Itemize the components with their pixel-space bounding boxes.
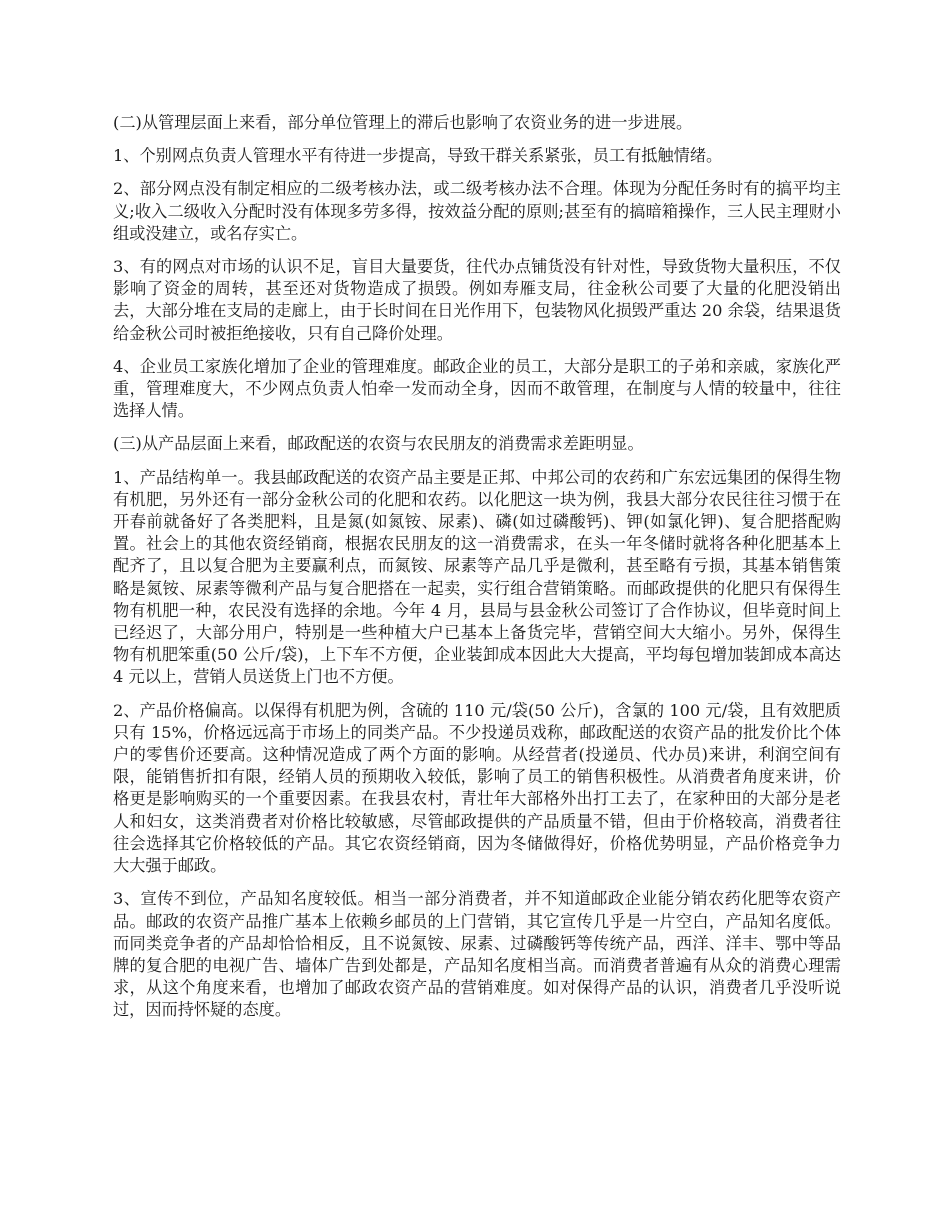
paragraph-product-3: 3、宣传不到位，产品知名度较低。相当一部分消费者，并不知道邮政企业能分销农药化肥等农资产品。邮政的农资产品推广基本上依赖乡邮员的上门营销，其它宣传几乎是一片空白，产品知名度低。而同类竞争者的产品却恰恰相反，且不说氮铵、尿素、过磷酸钙等传统产品，西洋、洋丰、鄂中等品牌的复合肥的电视广告、墙体广告到处都是，产品知名度相当高。而消费者普遍有从众的消费心理需求，从这个角度来看，也增加了邮政农资产品的营销难度。如对保得产品的认识，消费者几乎没听说过，因而持怀疑的态度。 (113, 889, 841, 1020)
paragraph-management-3: 3、有的网点对市场的认识不足，盲目大量要货，往代办点铺货没有针对性，导致货物大量积压，不仅影响了资金的周转，甚至还对货物造成了损毁。例如寿雁支局，往金秋公司要了大量的化肥没销出去，大部分堆在支局的走廊上，由于长时间在日光作用下，包装物风化损毁严重达 20 余袋，结果退货给金秋公司时被拒绝接收，只有自己降价处理。 (113, 257, 841, 343)
paragraph-product-2: 2、产品价格偏高。以保得有机肥为例，含硫的 110 元/袋(50 公斤)，含氯的 100 元/袋，且有效肥质只有 15%，价格远远高于市场上的同类产品。不少投递员戏称，邮政配送的农资产品的批发价比个体户的零售价还要高。这种情况造成了两个方面的影响。从经营者(投递员、代办员)来讲，利润空间有限，能销售折扣有限，经销人员的预期收入较低，影响了员工的销售积极性。从消费者角度来讲，价格更是影响购买的一个重要因素。在我县农村，青壮年大部格外出打工去了，在家种田的大部分是老人和妇女，这类消费者对价格比较敏感，尽管邮政提供的产品质量不错，但由于价格较高，消费者往往会选择其它价格较低的产品。其它农资经销商，因为冬储做得好，价格优势明显，产品价格竞争力大大强于邮政。 (113, 700, 841, 876)
section-heading-management: (二)从管理层面上来看，部分单位管理上的滞后也影响了农资业务的进一步进展。 (113, 113, 693, 132)
section-heading-product: (三)从产品层面上来看，邮政配送的农资与农民朋友的消费需求差距明显。 (113, 434, 644, 454)
paragraph-product-1: 1、产品结构单一。我县邮政配送的农资产品主要是正邦、中邦公司的农药和广东宏远集团的保得生物有机肥，另外还有一部分金秋公司的化肥和农药。以化肥这一块为例，我县大部分农民往往习惯于在开春前就备好了各类肥料，且是氮(如氮铵、尿素)、磷(如过磷酸钙)、钾(如氯化钾)、复合肥搭配购置。社会上的其他农资经销商，根据农民朋友的这一消费需求，在头一年冬储时就将各种化肥基本上配齐了，且以复合肥为主要赢利点，而氮铵、尿素等产品几乎是微利，甚至略有亏损，其基本销售策略是氮铵、尿素等微利产品与复合肥搭在一起卖，实行组合营销策略。而邮政提供的化肥只有保得生物有机肥一种，农民没有选择的余地。今年 4 月，县局与县金秋公司签订了合作协议，但毕竟时间上已经迟了，大部分用户，特别是一些种植大户已基本上备货完毕，营销空间大大缩小。另外，保得生物有机肥笨重(50 公斤/袋)，上下车不方便，企业装卸成本因此大大提高，平均每包增加装卸成本高达 4 元以上，营销人员送货上门也不方便。 (113, 467, 841, 687)
paragraph-management-1: 1、个别网点负责人管理水平有待进一步提高，导致干群关系紧张，员工有抵触情绪。 (113, 146, 723, 166)
paragraph-management-2: 2、部分网点没有制定相应的二级考核办法，或二级考核办法不合理。体现为分配任务时有的搞平均主义;收入二级收入分配时没有体现多劳多得，按效益分配的原则;甚至有的搞暗箱操作，三人民主理财小组或没建立，或名存实亡。 (113, 179, 841, 243)
paragraph-management-4: 4、企业员工家族化增加了企业的管理难度。邮政企业的员工，大部分是职工的子弟和亲戚，家族化严重，管理难度大，不少网点负责人怕牵一发而动全身，因而不敢管理，在制度与人情的较量中，往往选择人情。 (113, 356, 841, 421)
document-body (113, 112, 841, 1033)
